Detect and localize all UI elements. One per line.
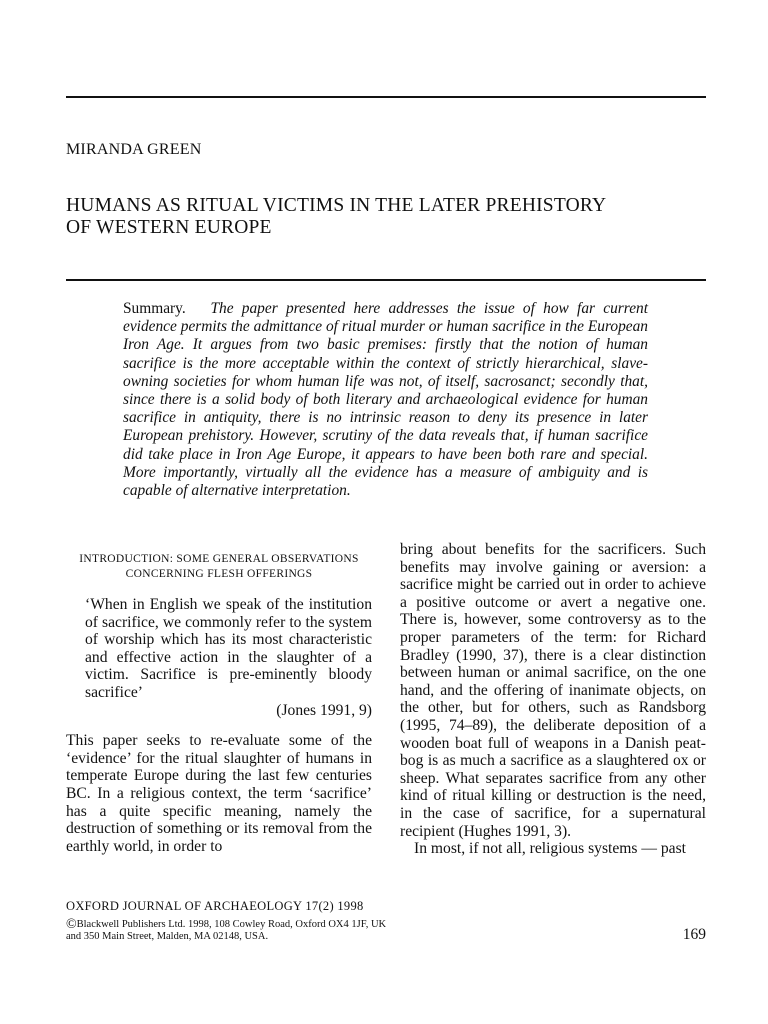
top-rule xyxy=(66,96,706,98)
body-paragraph: This paper seeks to re-evaluate some of the ‘evidence’ for the ritual slaughter of humans in temperate Europe during the last few centuries BC. In a religious context, the term ‘sacrifice’ has a quite specific meaning, namely the destruction of something or its removal from the earthly world, in order to xyxy=(66,732,372,855)
paper-title xyxy=(66,195,706,239)
title-line-1: HUMANS AS RITUAL VICTIMS IN THE LATER PREHISTORY xyxy=(66,195,607,216)
right-column xyxy=(400,541,706,858)
quote-citation: (Jones 1991, 9) xyxy=(276,701,372,719)
summary-text: The paper presented here addresses the issue of how far current evidence permits the admittance of ritual murder or human sacrifice in the European Iron Age. It argues from two basic premises: firstly that the notion of human sacrifice is the more acceptable within the context of strictly hierarchical, slave-owning societies for whom human life was not, of itself, sacrosanct; secondly that, since there is a solid body of both literary and archaeological evidence for human sacrifice in antiquity, there is no intrinsic reason to deny its presence in later European prehistory. However, scrutiny of the data reveals that, if human sacrifice did take place in Iron Age Europe, it appears to have been both rare and special. More importantly, virtually all the evidence has a measure of ambiguity and is capable of alternative interpretation. xyxy=(123,300,648,500)
title-line-2: OF WESTERN EUROPE xyxy=(66,217,272,238)
section-heading: INTRODUCTION: SOME GENERAL OBSERVATIONS CONCERNING FLESH OFFERINGS xyxy=(79,553,359,580)
page-number: 169 xyxy=(682,926,706,943)
next-paragraph: In most, if not all, religious systems — past xyxy=(414,840,687,858)
body-paragraph-continued: bring about benefits for the sacrificers. Such benefits may involve gaining or aversion: a sacrifice might be carried out in order to achieve a positive outcome or avert a negative one. There is, however, some controversy as to the proper parameters of the term: for Richard Bradley (1990, 37), there is a clear distinction between human or animal sacrifice, on the one hand, and the offering of inanimate objects, on the other, but for others, such as Randsborg (1995, 74–89), the deliberate deposition of a wooden boat full of weapons in a Danish peat-bog is as much a sacrifice as a slaughtered ox or sheep. What separates sacrifice from any other kind of ritual killing or destruction is the need, in the case of sacrifice, for a supernatural recipient (Hughes 1991, 3). xyxy=(400,541,706,840)
publisher-line-1: Blackwell Publishers Ltd. 1998, 108 Cowley Road, Oxford OX4 1JF, UK xyxy=(76,919,387,930)
publisher-line-2: and 350 Main Street, Malden, MA 02148, USA. xyxy=(66,931,269,942)
epigraph-quote: ‘When in English we speak of the institution of sacrifice, we commonly refer to the system of worship which has its most characteristic and effective action in the slaughter of a victim. Sacrifice is pre-eminently bloody sacrifice’ xyxy=(85,596,372,701)
section-rule xyxy=(66,279,706,281)
summary-label: Summary. xyxy=(123,300,186,317)
summary-block xyxy=(123,300,648,500)
copyright-notice xyxy=(66,919,386,943)
left-column xyxy=(66,552,372,855)
copyright-symbol: © xyxy=(66,917,77,932)
author-name: MIRANDA GREEN xyxy=(66,141,202,158)
journal-citation: OXFORD JOURNAL OF ARCHAEOLOGY 17(2) 1998 xyxy=(66,899,364,913)
